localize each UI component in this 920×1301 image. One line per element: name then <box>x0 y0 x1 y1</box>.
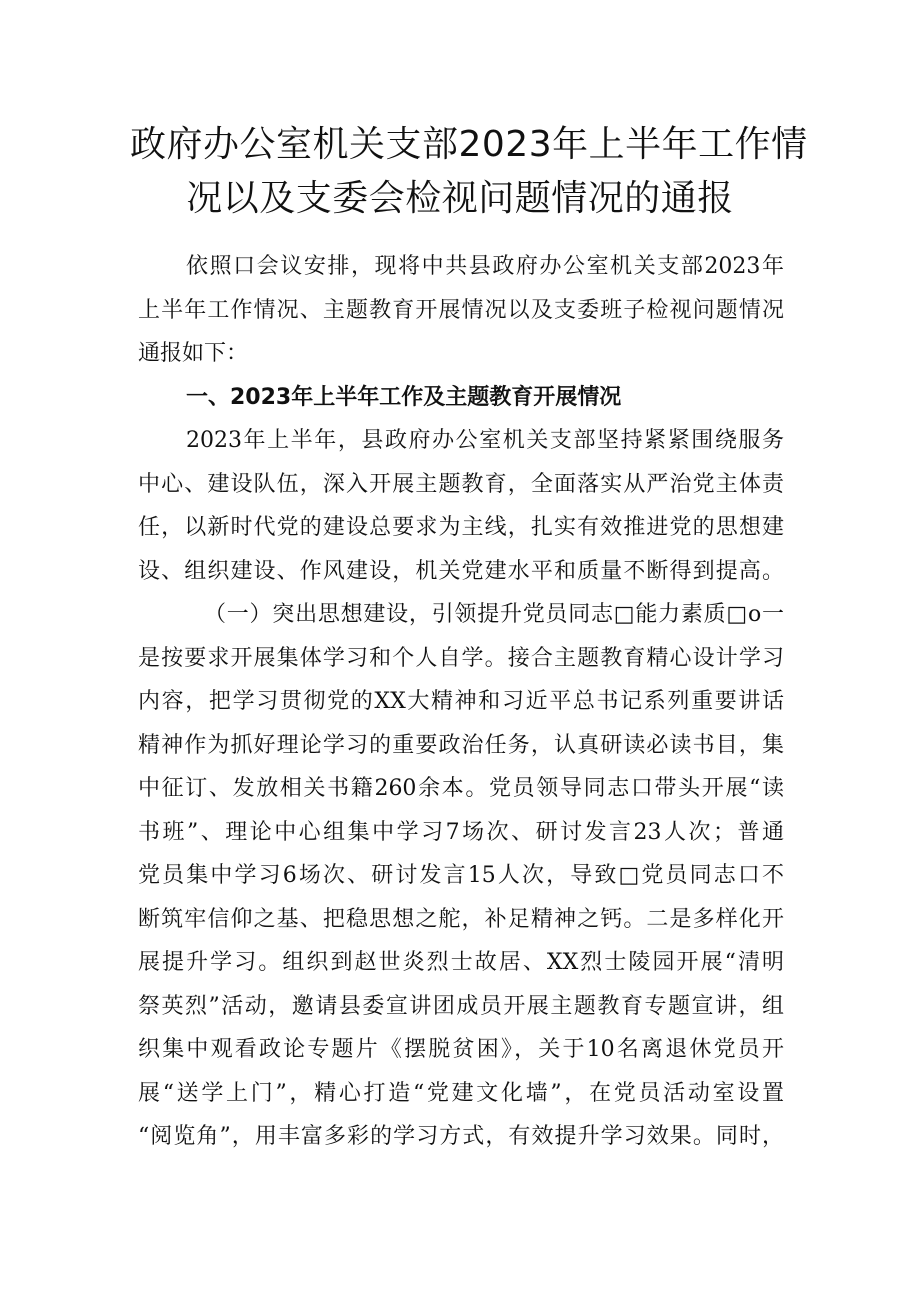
document-title <box>130 118 808 226</box>
detail-paragraph <box>138 593 784 1159</box>
paragraph-line: 中心、建设队伍，深入开展主题教育，全面落实从严治党主体责 <box>138 471 784 497</box>
title-line: 政府办公室机关支部2023年上半年工作情 <box>130 124 808 165</box>
paragraph-line: 任，以新时代党的建设总要求为主线，扎实有效推进党的思想建 <box>138 515 784 540</box>
paragraph-line: 断筑牢信仰之基、把稳思想之舵，补足精神之钙。二是多样化开 <box>138 906 784 932</box>
paragraph-line: 书班”、理论中心组集中学习7场次、研讨发言23人次；普通 <box>138 819 784 845</box>
paragraph-line: 设、组织建设、作风建设，机关党建水平和质量不断得到提高。 <box>138 558 784 584</box>
paragraph-line: 展提升学习。组织到赵世炎烈士故居、XX烈士陵园开展“清明 <box>138 950 784 975</box>
paragraph-line: 中征订、发放相关书籍260余本。党员领导同志口带头开展“读 <box>138 776 784 801</box>
paragraph-line: 依照口会议安排，现将中共县政府办公室机关支部2023年 <box>186 254 784 279</box>
summary-paragraph <box>138 419 784 593</box>
paragraph-line: 通报如下： <box>138 341 249 366</box>
paragraph-line: “阅览角”，用丰富多彩的学习方式，有效提升学习效果。同时， <box>138 1124 784 1149</box>
paragraph-line: 是按要求开展集体学习和个人自学。接合主题教育精心设计学习 <box>138 645 784 671</box>
paragraph-line: 展“送学上门”，精心打造“党建文化墙”，在党员活动室设置 <box>138 1080 784 1106</box>
section-heading: 一、2023年上半年工作及主题教育开展情况 <box>186 385 622 410</box>
paragraph-line: 党员集中学习6场次、研讨发言15人次，导致□党员同志口不 <box>138 863 784 888</box>
paragraph-line: 织集中观看政论专题片《摆脱贫困》，关于10名离退休党员开 <box>138 1037 784 1062</box>
paragraph-line: 2023年上半年，县政府办公室机关支部坚持紧紧围绕服务 <box>186 428 784 453</box>
intro-paragraph <box>138 245 784 376</box>
paragraph-line: 精神作为抓好理论学习的重要政治任务，认真研读必读书目，集 <box>138 732 784 758</box>
title-line: 况以及支委会检视问题情况的通报 <box>186 178 734 219</box>
paragraph-line: 内容，把学习贯彻党的XX大精神和习近平总书记系列重要讲话 <box>138 689 784 714</box>
paragraph-line: （一）突出思想建设，引领提升党员同志□能力素质□o一 <box>204 602 784 627</box>
paragraph-line: 上半年工作情况、主题教育开展情况以及支委班子检视问题情况 <box>138 297 784 323</box>
paragraph-line: 祭英烈”活动，邀请县委宣讲团成员开展主题教育专题宣讲，组 <box>138 993 784 1019</box>
